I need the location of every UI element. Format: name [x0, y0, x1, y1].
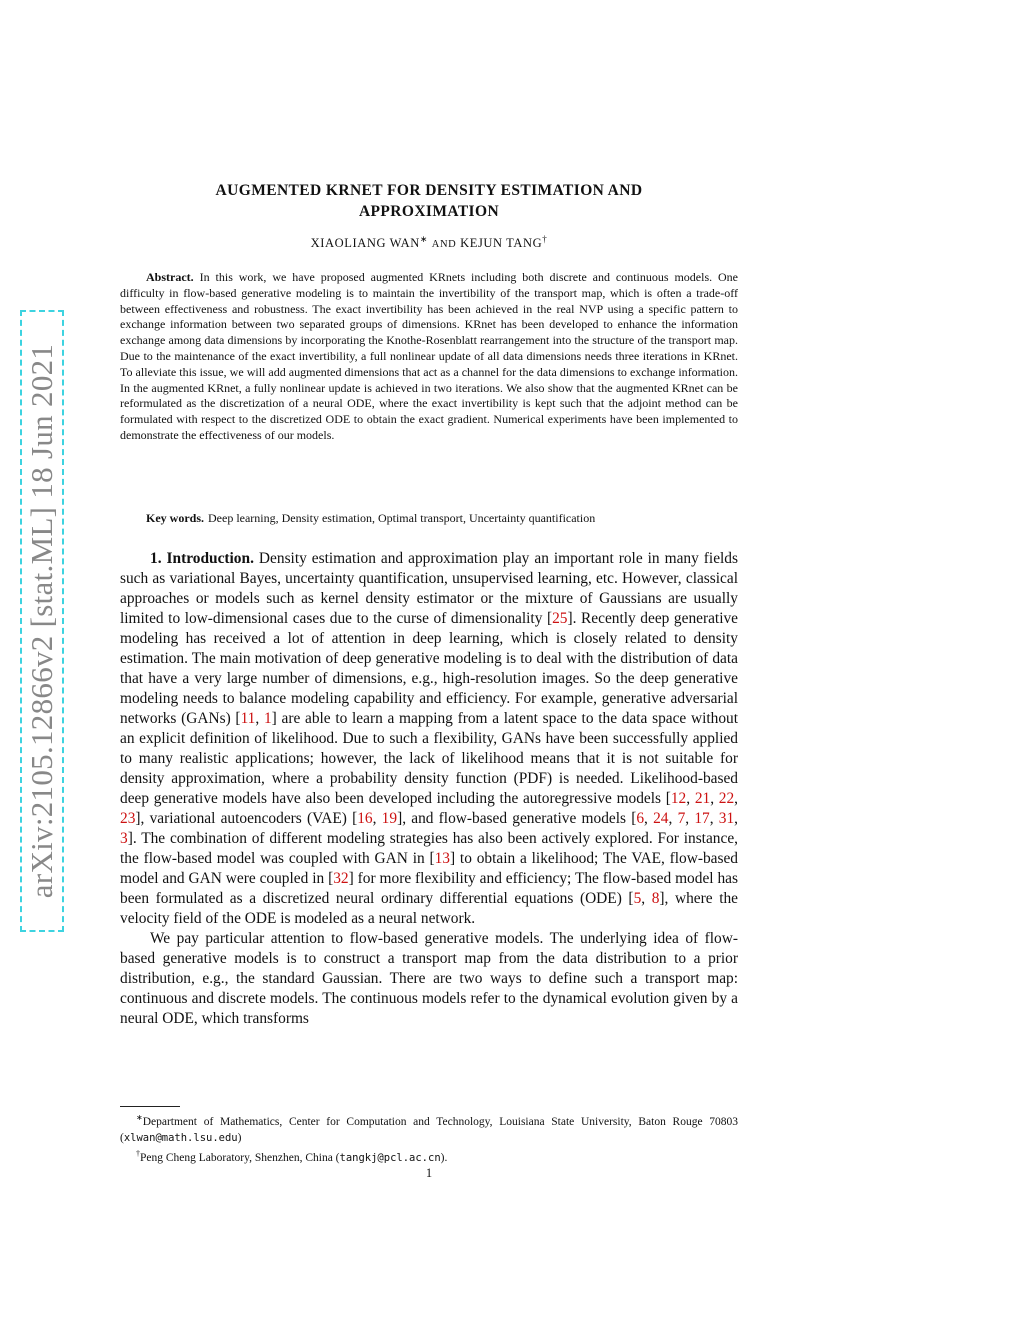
arxiv-stamp — [20, 310, 64, 932]
body-text: , — [644, 810, 654, 827]
email-address: xlwan@math.lsu.edu — [123, 1131, 238, 1144]
citation-link[interactable]: 6 — [636, 810, 645, 827]
footnote-2 — [120, 1146, 738, 1166]
section-heading: 1. Introduction. — [150, 550, 254, 567]
citation-link[interactable]: 19 — [381, 810, 398, 827]
body-text: , — [734, 790, 739, 807]
citation-link[interactable]: 32 — [333, 870, 349, 887]
body-text: , — [686, 790, 695, 807]
abstract — [120, 270, 738, 444]
citation-link[interactable]: 21 — [694, 790, 711, 807]
citation-link[interactable]: 11 — [240, 710, 256, 727]
body-text: ], where the velocity field of the ODE is modeled as a neural network. — [120, 890, 738, 927]
intro-paragraph-2: We pay particular attention to flow-based generative models. The underlying idea of flow-based generative models is to construct a transport map from the data distribution to a prior distribution, e.g., the standard Gaussian. There are two ways to define such a transport map: continuous and discrete models. The continuous models refer to the dynamical evolution given by a neural ODE, which transforms — [120, 930, 738, 1027]
abstract-label: Abstract. — [146, 270, 194, 284]
footnote-mark: † — [136, 1148, 140, 1158]
footnote-mark: † — [542, 234, 548, 244]
page-number: 1 — [425, 1166, 433, 1180]
footnote-text: ) — [237, 1131, 242, 1144]
footnotes — [120, 1106, 738, 1166]
email-address: tangkj@pcl.ac.cn — [339, 1151, 441, 1164]
body-text: , — [255, 710, 264, 727]
citation-link[interactable]: 7 — [677, 810, 686, 827]
citation-link[interactable]: 24 — [653, 810, 669, 827]
body-text: Density estimation and approximation play an important role in many fields such as variational Bayes, uncertainty quantification, unsupervised learning, etc. However, classical approaches or models such as kernel density estimator or the mixture of Gaussians are usually limited to low-dimensional cases due to the curse of dimensionality [ — [120, 550, 738, 627]
citation-link[interactable]: 16 — [357, 810, 373, 827]
footnote-text: ). — [440, 1151, 448, 1164]
introduction-section — [120, 549, 738, 1029]
footnote-mark: ∗ — [136, 1113, 143, 1122]
footnote-text: Department of Mathematics, Center for Computation and Technology, Louisiana State University, Baton Rouge 70803 ( — [120, 1115, 738, 1144]
body-text: , — [668, 810, 678, 827]
body-text: , — [685, 810, 695, 827]
intro-paragraph-1 — [120, 549, 738, 929]
author-name: KEJUN TANG — [460, 236, 543, 251]
citation-link[interactable]: 31 — [718, 810, 735, 827]
body-text: ]. The combination of different modeling strategies has also been actively explored. For instance, the flow-based model was coupled with GAN in [ — [120, 830, 738, 867]
author-name: XIAOLIANG WAN — [310, 236, 420, 251]
footnote-mark: ∗ — [419, 234, 429, 244]
body-text: , — [734, 810, 739, 827]
body-text: ], and flow-based generative models [ — [397, 810, 637, 827]
citation-link[interactable]: 25 — [552, 610, 568, 627]
citation-link[interactable]: 23 — [120, 810, 136, 827]
body-text: , — [372, 810, 382, 827]
title-line-2: APPROXIMATION — [358, 203, 500, 220]
citation-link[interactable]: 5 — [633, 890, 642, 907]
footnote-text: Peng Cheng Laboratory, Shenzhen, China ( — [140, 1151, 340, 1164]
keywords — [120, 511, 738, 526]
paper-title — [120, 180, 738, 222]
author-list — [120, 234, 738, 251]
body-text: , — [709, 810, 719, 827]
footnote-1 — [120, 1110, 738, 1146]
abstract-text: In this work, we have proposed augmented KRnets including both discrete and continuous models. One difficulty in flow-based generative modeling is to maintain the invertibility of the transport map, which is often a trade-off between effectiveness and robustness. The exact invertibility has been achieved in the real NVP using a specific pattern to exchange information between two separated groups of dimensions. KRnet has been developed to enhance the information exchange among data dimensions by incorporating the Knothe-Rosenblatt rearrangement into the structure of the transport map. Due to the maintenance of the exact invertibility, a full nonlinear update of all data dimensions needs three iterations in KRnet. To alleviate this issue, we will add augmented dimensions that act as a channel for the data dimensions to exchange information. In the augmented KRnet, a fully nonlinear update is achieved in two iterations. We also show that the augmented KRnet can be reformulated as the discretization of a neural ODE, where the exact invertibility is kept such that the adjoint method can be formulated with respect to the discretized ODE to obtain the exact gradient. Numerical experiments have been implemented to demonstrate the effectiveness of our models. — [120, 270, 738, 442]
citation-link[interactable]: 12 — [670, 790, 687, 807]
arxiv-identifier: arXiv:2105.12866v2 [stat.ML] 18 Jun 2021 — [24, 343, 59, 899]
body-text: , — [641, 890, 652, 907]
author-conjunction: AND — [431, 239, 457, 251]
body-text: ], variational autoencoders (VAE) [ — [135, 810, 358, 827]
keywords-text: Deep learning, Density estimation, Optimal transport, Uncertainty quantification — [208, 511, 596, 525]
body-text: ] are able to learn a mapping from a latent space to the data space without an explicit definition of likelihood. Due to such a flexibility, GANs have been successfully applied to many realistic applications; however, the lack of likelihood means that it is not suitable for density approximation, where a probability density function (PDF) is needed. Likelihood-based deep generative models have also been developed including the autoregressive models [ — [120, 710, 738, 807]
footnote-rule — [120, 1106, 180, 1107]
keywords-label: Key words. — [146, 511, 204, 525]
citation-link[interactable]: 8 — [651, 890, 660, 907]
citation-link[interactable]: 22 — [718, 790, 735, 807]
body-text: ]. Recently deep generative modeling has received a lot of attention in deep learning, which is closely related to density estimation. The main motivation of deep generative modeling is to deal with the distribution of data that have a very large number of dimensions, e.g., high-resolution images. So the deep generative modeling needs to balance modeling capability and efficiency. For example, generative adversarial networks (GANs) [ — [120, 610, 739, 727]
citation-link[interactable]: 13 — [434, 850, 450, 867]
citation-link[interactable]: 1 — [263, 710, 272, 727]
citation-link[interactable]: 17 — [694, 810, 710, 827]
title-line-1: AUGMENTED KRNET FOR DENSITY ESTIMATION AND — [215, 182, 643, 199]
citation-link[interactable]: 3 — [120, 830, 128, 847]
body-text: ] for more flexibility and efficiency; The flow-based model has been formulated as a discretized neural ordinary differential equations (ODE) [ — [120, 870, 738, 907]
body-text: , — [710, 790, 719, 807]
body-text: ] to obtain a likelihood; The VAE, flow-based model and GAN were coupled in [ — [120, 850, 739, 887]
